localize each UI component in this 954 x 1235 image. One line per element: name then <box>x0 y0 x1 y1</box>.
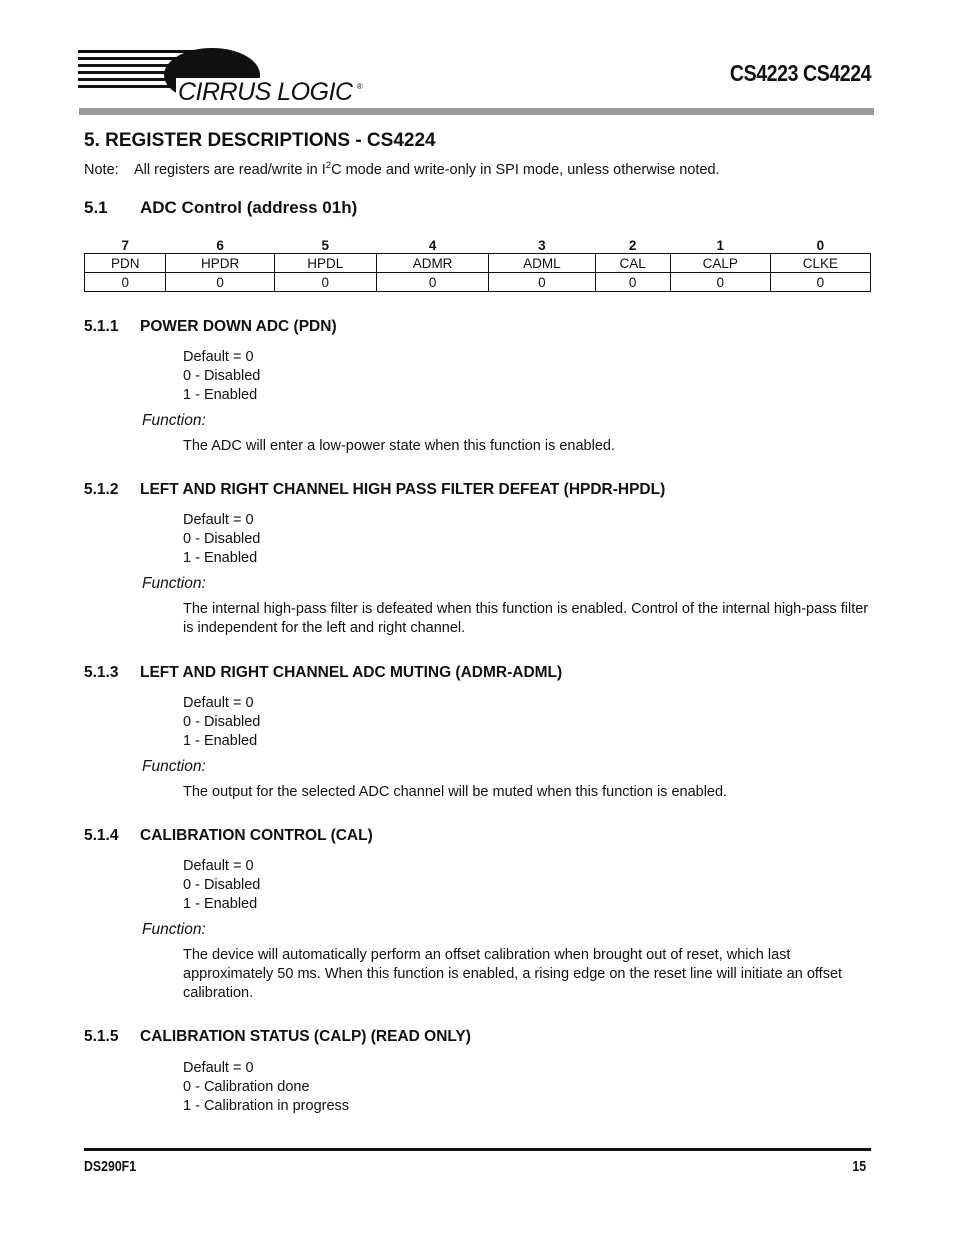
bit-number: 7 <box>121 237 129 253</box>
function-description: The ADC will enter a low-power state when this function is enabled. <box>183 438 615 454</box>
setting-line: 1 - Enabled <box>183 549 258 566</box>
heading-number: 5.1.1 <box>84 318 119 335</box>
setting-list-cal <box>183 857 260 913</box>
bit-number: 6 <box>216 237 224 253</box>
bit-default: 0 <box>489 273 595 292</box>
bit-name: PDN <box>85 254 166 273</box>
subsection-heading-pdn <box>84 318 337 336</box>
bit-number: 5 <box>321 237 330 253</box>
heading-title: CALIBRATION CONTROL (CAL) <box>140 827 373 844</box>
setting-line: Default = 0 <box>183 512 254 528</box>
heading-number: 5.1.3 <box>84 664 119 681</box>
function-label: Function: <box>142 758 206 775</box>
heading-title: CALIBRATION STATUS (CALP) (READ ONLY) <box>140 1028 471 1045</box>
note-text-pre: All registers are read/write in I <box>134 162 326 178</box>
subsection-heading-hpd <box>84 481 665 499</box>
heading-number: 5.1.2 <box>84 481 119 498</box>
footer-rule <box>84 1148 871 1151</box>
subsection-heading-adm <box>84 664 562 682</box>
bit-number-row <box>85 237 871 254</box>
setting-line: Default = 0 <box>183 695 254 711</box>
bit-name: HPDR <box>166 254 274 273</box>
setting-line: 0 - Disabled <box>183 530 261 547</box>
cirrus-logic-logo <box>78 44 362 108</box>
bit-name: CALP <box>670 254 770 273</box>
setting-line: 0 - Disabled <box>183 713 261 730</box>
setting-line: 0 - Disabled <box>183 876 261 893</box>
function-description: The internal high-pass filter is defeated when this function is enabled. Control of the internal high-pass filter is independent for the left and right channel. <box>183 601 869 637</box>
bit-number: 2 <box>628 237 637 253</box>
heading-number: 5.1.4 <box>84 827 119 844</box>
footer-page-number: 15 <box>852 1159 866 1175</box>
bit-default: 0 <box>274 273 376 292</box>
bit-number: 4 <box>428 237 437 253</box>
setting-line: Default = 0 <box>183 1060 254 1076</box>
bit-default: 0 <box>85 273 166 292</box>
setting-line: 1 - Enabled <box>183 732 258 749</box>
bit-default: 0 <box>166 273 274 292</box>
setting-line: 0 - Calibration done <box>183 1078 310 1095</box>
registered-mark: ® <box>356 82 362 91</box>
heading-title: LEFT AND RIGHT CHANNEL ADC MUTING (ADMR-ADML) <box>140 664 563 681</box>
setting-line: 1 - Calibration in progress <box>183 1097 350 1114</box>
heading-title: ADC Control (address 01h) <box>140 198 358 217</box>
function-label: Function: <box>142 575 206 592</box>
logo-wordmark <box>176 78 364 107</box>
subsection-heading-calp <box>84 1028 471 1046</box>
note-label: Note: <box>84 162 119 178</box>
setting-list-calp <box>183 1059 349 1115</box>
section-note <box>84 160 720 178</box>
logo-text: CIRRUS LOGIC <box>178 78 353 106</box>
bit-name: CAL <box>595 254 670 273</box>
note-text-post: C mode and write-only in SPI mode, unless otherwise noted. <box>331 162 720 178</box>
setting-line: Default = 0 <box>183 858 254 874</box>
setting-line: 0 - Disabled <box>183 367 261 384</box>
bit-name: CLKE <box>770 254 870 273</box>
section-heading: 5. REGISTER DESCRIPTIONS - CS4224 <box>84 130 436 151</box>
bit-number: 3 <box>538 237 546 253</box>
bit-name: ADML <box>489 254 595 273</box>
bit-number: 1 <box>716 237 725 253</box>
register-table <box>84 237 871 292</box>
function-description: The device will automatically perform an offset calibration when brought out of reset, which last approximately 50 ms. When this function is enabled, a rising edge on the reset line will initiate an offset calibration. <box>183 947 843 1002</box>
function-label: Function: <box>142 412 206 429</box>
setting-line: 1 - Enabled <box>183 895 258 912</box>
bit-name: HPDL <box>274 254 376 273</box>
header-rule <box>79 108 874 115</box>
heading-title: LEFT AND RIGHT CHANNEL HIGH PASS FILTER DEFEAT (HPDR-HPDL) <box>140 481 666 498</box>
setting-line: 1 - Enabled <box>183 386 258 403</box>
heading-title: POWER DOWN ADC (PDN) <box>140 318 337 335</box>
heading-number: 5.1 <box>84 198 108 217</box>
setting-list-hpd <box>183 511 260 567</box>
subsection-heading-adc-control <box>84 198 357 218</box>
function-description: The output for the selected ADC channel will be muted when this function is enabled. <box>183 784 728 800</box>
setting-list-pdn <box>183 348 260 404</box>
bit-name-row <box>85 254 871 273</box>
bit-number: 0 <box>816 237 825 253</box>
heading-number: 5.1.5 <box>84 1028 119 1045</box>
bit-default-row <box>85 273 871 292</box>
function-label: Function: <box>142 921 206 938</box>
bit-default: 0 <box>670 273 770 292</box>
setting-line: Default = 0 <box>183 349 254 365</box>
setting-list-adm <box>183 694 260 750</box>
bit-default: 0 <box>595 273 670 292</box>
note-superscript: 2 <box>325 160 332 171</box>
subsection-heading-cal <box>84 827 373 845</box>
bit-default: 0 <box>376 273 488 292</box>
document-title: CS4223 CS4224 <box>729 60 871 86</box>
bit-default: 0 <box>770 273 870 292</box>
footer-document-id: DS290F1 <box>84 1159 137 1175</box>
bit-name: ADMR <box>376 254 488 273</box>
